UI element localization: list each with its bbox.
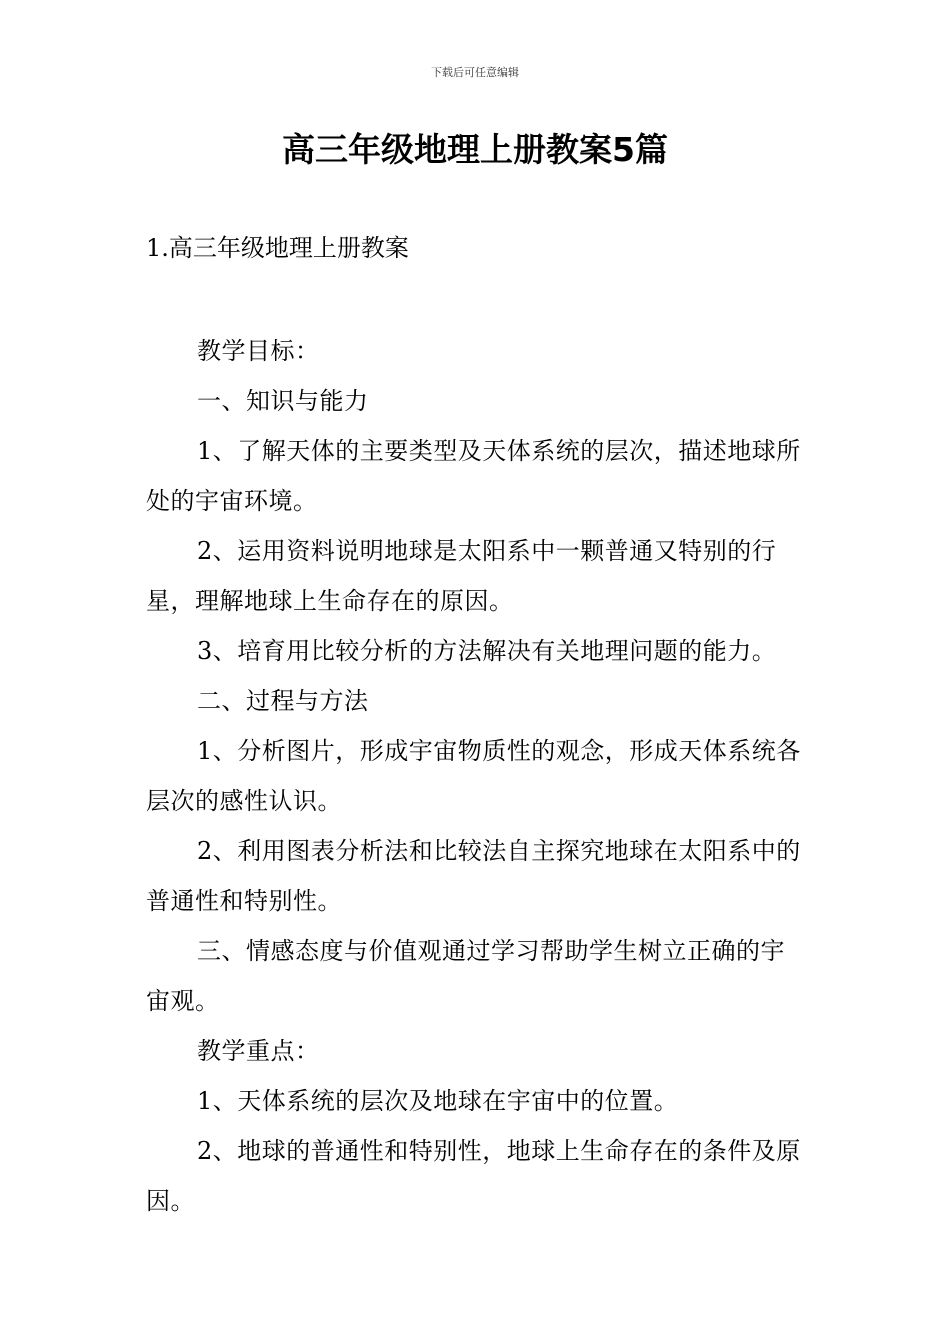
document-title: 高三年级地理上册教案5篇 — [282, 130, 668, 169]
paragraph: 3、培育用比较分析的方法解决有关地理问题的能力。 — [197, 637, 777, 665]
header-note: 下载后可任意编辑 — [431, 66, 519, 79]
paragraph: 三、情感态度与价值观通过学习帮助学生树立正确的宇宙观。 — [146, 937, 785, 1015]
paragraph: 2、利用图表分析法和比较法自主探究地球在太阳系中的普通性和特别性。 — [146, 837, 801, 915]
paragraph: 二、过程与方法 — [197, 687, 369, 715]
paragraph: 教学目标： — [197, 337, 320, 365]
paragraph: 1、分析图片，形成宇宙物质性的观念，形成天体系统各层次的感性认识。 — [146, 737, 801, 815]
paragraph: 教学重点： — [197, 1037, 320, 1065]
paragraph: 2、运用资料说明地球是太阳系中一颗普通又特别的行星，理解地球上生命存在的原因。 — [146, 537, 777, 615]
section-title: 1.高三年级地理上册教案 — [146, 234, 409, 262]
paragraph: 2、地球的普通性和特别性，地球上生命存在的条件及原因。 — [146, 1137, 801, 1215]
paragraph: 1、了解天体的主要类型及天体系统的层次，描述地球所处的宇宙环境。 — [146, 437, 801, 515]
paragraph: 1、天体系统的层次及地球在宇宙中的位置。 — [197, 1087, 679, 1115]
paragraph: 一、知识与能力 — [197, 387, 369, 415]
document-body — [146, 326, 808, 1226]
